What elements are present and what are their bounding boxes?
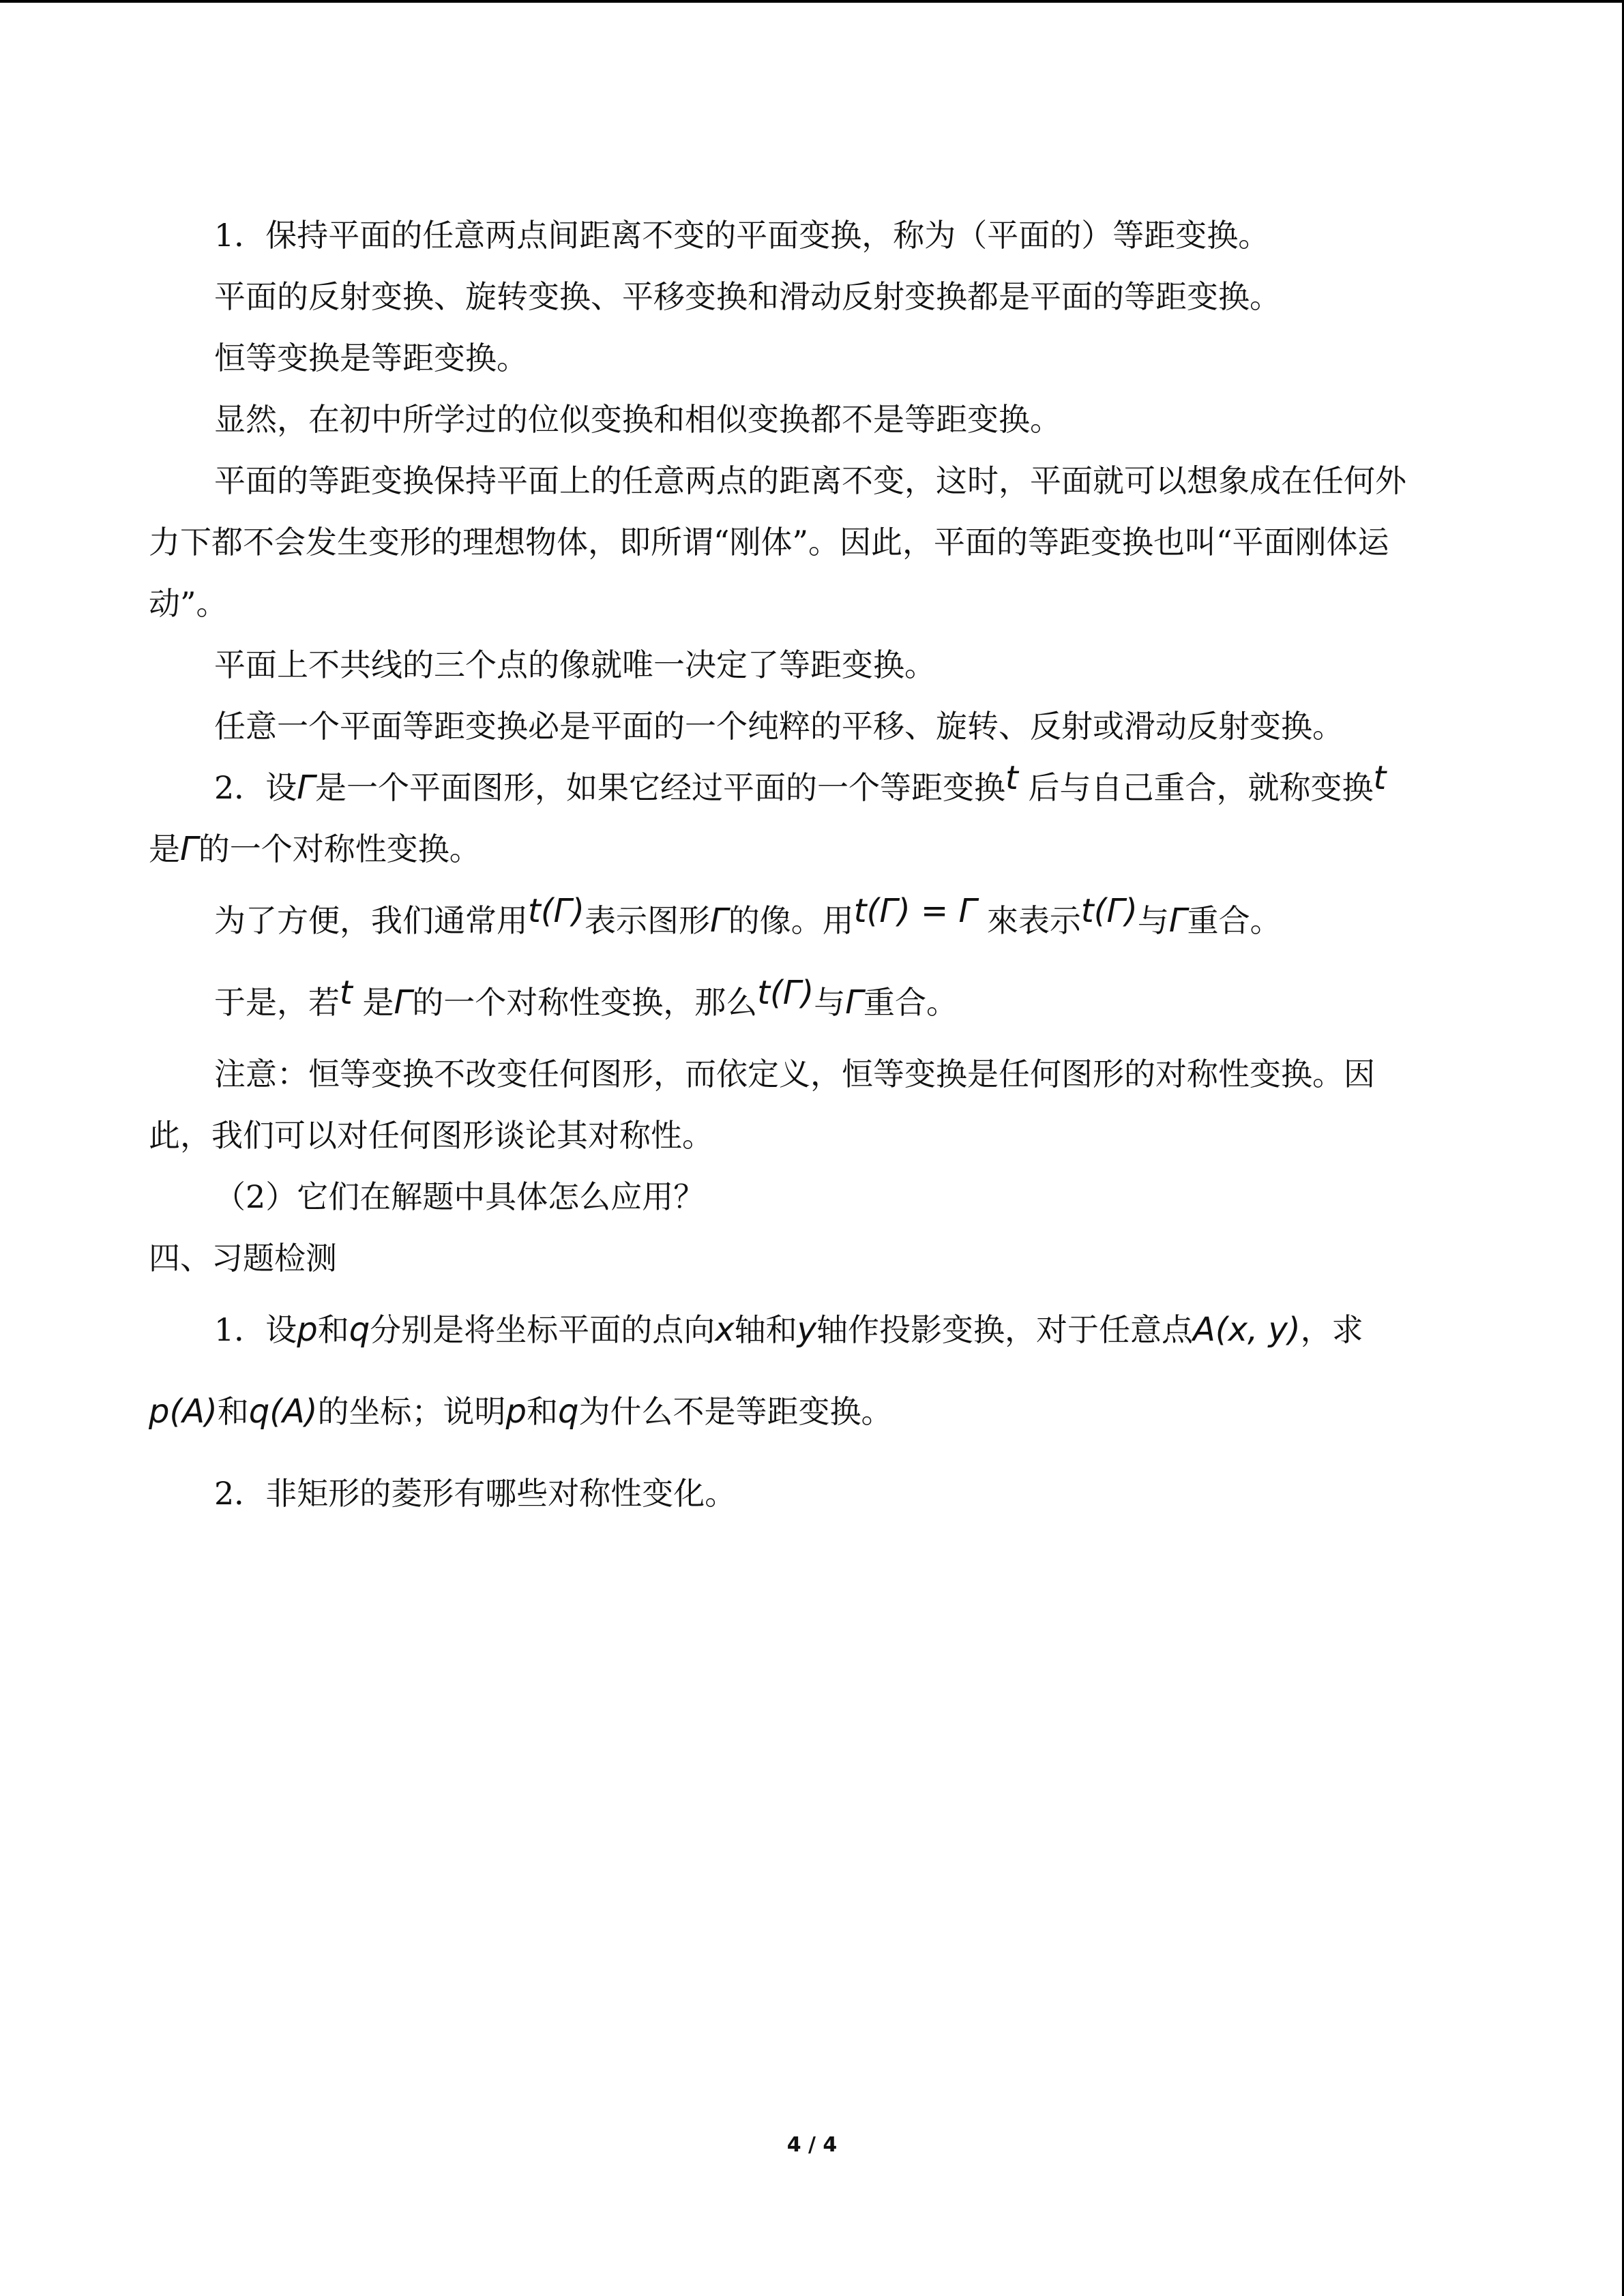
exercise-2: 2．非矩形的菱形有哪些对称性变化。 <box>214 1475 737 1512</box>
text-segment: 与 <box>814 984 846 1021</box>
paragraph-rigid-motion-line-3: 动”。 <box>149 585 228 622</box>
paragraph-identity-note-line-2: 此，我们可以对任何图形谈论其对称性。 <box>149 1117 713 1154</box>
math-p: p <box>297 1311 318 1349</box>
text-segment: 于是，若 <box>214 984 340 1021</box>
paragraph-rigid-motion-line-1: 平面的等距变换保持平面上的任意两点的距离不变，这时，平面就可以想象成在任何外 <box>214 462 1406 499</box>
math-equation: t(Γ) = Γ <box>853 892 977 930</box>
text-segment: 的坐标；说明 <box>317 1393 506 1430</box>
text-segment: 是 <box>362 984 394 1021</box>
paragraph-three-points: 平面上不共线的三个点的像就唯一决定了等距变换。 <box>214 646 936 683</box>
text-segment: 重合。 <box>1187 902 1282 939</box>
paragraph-classification: 任意一个平面等距变换必是平面的一个纯粹的平移、旋转、反射或滑动反射变换。 <box>214 708 1344 745</box>
math-p: p <box>505 1392 527 1431</box>
paragraph-rigid-motion-line-2: 力下都不会发生变形的理想物体，即所谓“刚体”。因此，平面的等距变换也叫“平面刚体运 <box>149 524 1389 561</box>
document-body <box>149 205 1486 1534</box>
paragraph-symmetry-definition <box>149 757 1486 880</box>
text-segment: 分别是将坐标平面的点向 <box>370 1311 715 1348</box>
text-segment: 和 <box>317 1311 349 1348</box>
page-top-border <box>0 0 1624 3</box>
paragraph-similarity-not-isometry: 显然，在初中所学过的位似变换和相似变换都不是等距变换。 <box>214 401 1061 438</box>
text-segment: 2．设 <box>214 769 297 806</box>
math-gamma: Γ <box>297 769 316 807</box>
paragraph-identity-isometry: 恒等变换是等距变换。 <box>214 340 528 376</box>
exercise-1-line-2 <box>149 1371 1486 1452</box>
section-heading-exercises: 四、习题检测 <box>149 1240 337 1277</box>
text-segment: 重合。 <box>863 984 958 1021</box>
exercise-1 <box>149 1289 1486 1452</box>
paragraph-isometry-examples: 平面的反射变换、旋转变换、平移变换和滑动反射变换都是平面的等距变换。 <box>214 278 1281 315</box>
text-segment: 來表示 <box>986 902 1081 939</box>
text-segment: 的像。用 <box>728 902 854 939</box>
math-t-of-gamma: t(Γ) <box>1080 892 1138 930</box>
page-number: 4 / 4 <box>786 2133 838 2157</box>
text-segment: 和 <box>527 1393 558 1430</box>
paragraph-rigid-motion <box>149 450 1486 634</box>
paragraph-symmetry-consequence <box>149 961 1486 1043</box>
math-gamma: Γ <box>180 830 198 868</box>
text-segment: 为了方便，我们通常用 <box>214 902 528 939</box>
math-q: q <box>558 1392 579 1431</box>
text-segment: 是 <box>149 831 180 867</box>
paragraph-application-question: （2）它们在解题中具体怎么应用？ <box>214 1178 705 1215</box>
paragraph-symmetry-definition-line-2 <box>149 818 1486 880</box>
math-gamma: Γ <box>845 983 863 1022</box>
exercise-1-line-1 <box>149 1289 1486 1371</box>
text-segment: 与 <box>1137 902 1169 939</box>
paragraph-image-notation <box>149 880 1486 961</box>
paragraph-identity-note-line-1: 注意：恒等变换不改变任何图形，而依定义，恒等变换是任何图形的对称性变换。因 <box>214 1056 1375 1092</box>
text-segment: 表示图形 <box>585 902 711 939</box>
math-q-of-a: q(A) <box>248 1392 318 1431</box>
math-q: q <box>349 1311 370 1349</box>
paragraph-definition-isometry: 1．保持平面的任意两点间距离不变的平面变换，称为（平面的）等距变换。 <box>214 217 1270 254</box>
math-t-of-gamma: t(Γ) <box>757 974 814 1012</box>
math-t-of-gamma: t(Γ) <box>528 892 585 930</box>
text-segment: 1．设 <box>214 1311 297 1348</box>
math-y: y <box>797 1311 817 1349</box>
paragraph-symmetry-definition-line-1 <box>149 757 1486 818</box>
text-segment: 轴和 <box>734 1311 797 1348</box>
math-t: t <box>340 974 353 1012</box>
math-point-a: A(x, y) <box>1193 1311 1301 1349</box>
text-segment: 后与自己重合，就称变换 <box>1028 769 1374 806</box>
math-x: x <box>715 1311 735 1349</box>
math-gamma: Γ <box>1168 901 1187 940</box>
math-gamma: Γ <box>710 901 728 940</box>
math-t: t <box>1373 759 1387 797</box>
text-segment: 的一个对称性变换，那么 <box>412 984 758 1021</box>
text-segment: 是一个平面图形，如果它经过平面的一个等距变换 <box>315 769 1006 806</box>
paragraph-identity-note <box>149 1043 1486 1166</box>
text-segment: 为什么不是等距变换。 <box>578 1393 893 1430</box>
text-segment: 轴作投影变换，对于任意点 <box>816 1311 1194 1348</box>
math-gamma: Γ <box>394 983 413 1022</box>
text-segment: ，求 <box>1300 1311 1363 1348</box>
math-p-of-a: p(A) <box>149 1392 218 1431</box>
text-segment: 和 <box>217 1393 249 1430</box>
math-t: t <box>1005 759 1018 797</box>
text-segment: 的一个对称性变换。 <box>198 831 481 867</box>
